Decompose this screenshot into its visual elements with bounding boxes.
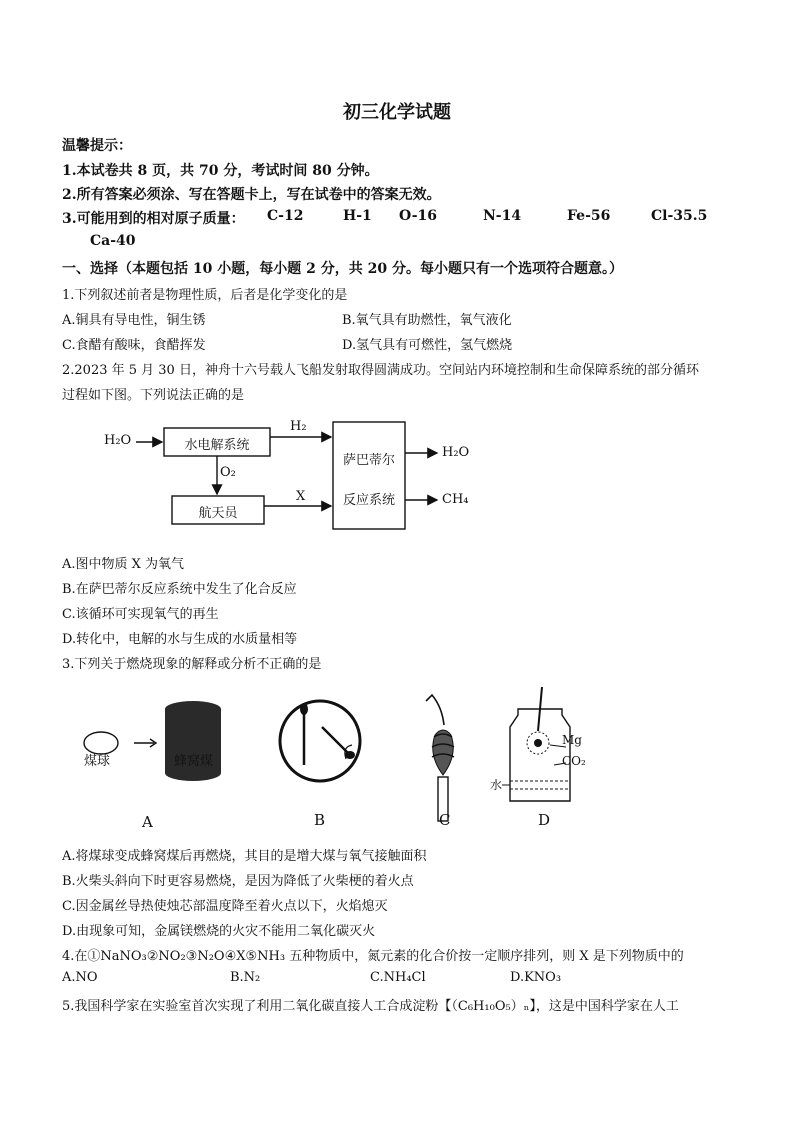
q4-option-b: B.N₂	[230, 970, 261, 985]
q4-option-a: A.NO	[62, 970, 98, 985]
diagram-output-water: H₂O	[442, 445, 470, 460]
fig-label-mg: Mg	[562, 733, 582, 747]
q1-option-a: A.铜具有导电性，铜生锈	[62, 313, 206, 328]
fig-label-co2: CO₂	[562, 754, 586, 768]
diagram-box-sabatier-2: 反应系统	[342, 493, 395, 508]
q2-option-b: B.在萨巴蒂尔反应系统中发生了化合反应	[62, 582, 297, 597]
notice-line-3: 3.可能用到的相对原子质量：	[62, 211, 245, 227]
atomic-mass-o: O-16	[399, 208, 438, 224]
q2-option-a: A.图中物质 X 为氧气	[62, 557, 185, 572]
diagram-label-x: X	[296, 489, 306, 504]
mg-co2-jar-icon	[502, 687, 570, 801]
notice-line-1: 1.本试卷共 8 页，共 70 分，考试时间 80 分钟。	[62, 163, 379, 179]
atomic-mass-n: N-14	[483, 208, 522, 224]
q3-figures	[70, 685, 610, 835]
section-1-heading: 一、选择（本题包括 10 小题，每小题 2 分，共 20 分。每小题只有一个选项符合题意。）	[62, 261, 623, 277]
q4-option-c: C.NH₄Cl	[370, 970, 426, 985]
q4-stem: 4.在①NaNO₃②NO₂③N₂O④X⑤NH₃ 五种物质中，氮元素的化合价按一定顺序排列，则 X 是下列物质中的	[62, 949, 684, 964]
q3-stem: 3.下列关于燃烧现象的解释或分析不正确的是	[62, 657, 322, 672]
q2-option-d: D.转化中，电解的水与生成的水质量相等	[62, 632, 298, 647]
atomic-mass-ca: Ca-40	[90, 233, 136, 249]
q3-option-a: A.将煤球变成蜂窝煤后再燃烧，其目的是增大煤与氧气接触面积	[62, 849, 427, 864]
match-circle-icon	[280, 701, 360, 781]
fig-letter-b: B	[314, 811, 326, 829]
q2-cycle-diagram	[60, 405, 520, 540]
diagram-label-o2: O₂	[220, 465, 236, 480]
q1-option-b: B.氧气具有助燃性，氧气液化	[342, 313, 512, 328]
fig-letter-d: D	[538, 811, 551, 829]
atomic-mass-fe: Fe-56	[567, 208, 611, 224]
atomic-mass-cl: Cl-35.5	[651, 208, 708, 224]
q2-stem-line-1: 2.2023 年 5 月 30 日，神舟十六号载人飞船发射取得圆满成功。空间站内环境控制和生命保障系统的部分循环	[62, 363, 699, 378]
diagram-output-methane: CH₄	[442, 492, 469, 507]
notice-heading: 温馨提示：	[62, 138, 132, 154]
diagram-box-electrolysis: 水电解系统	[184, 438, 250, 453]
q4-option-d: D.KNO₃	[510, 970, 562, 985]
q3-option-b: B.火柴头斜向下时更容易燃烧，是因为降低了火柴梗的着火点	[62, 874, 414, 889]
q2-stem-line-2: 过程如下图。下列说法正确的是	[62, 388, 245, 403]
q1-option-d: D.氢气具有可燃性，氢气燃烧	[342, 338, 513, 353]
q5-stem: 5.我国科学家在实验室首次实现了利用二氧化碳直接人工合成淀粉【（C₆H₁₀O₅）ₙ】，这是中国科学家在人工	[62, 999, 679, 1014]
atomic-mass-h: H-1	[343, 208, 372, 224]
notice-line-2: 2.所有答案必须涂、写在答题卡上，写在试卷中的答案无效。	[62, 187, 441, 203]
honeycomb-coal-icon	[165, 701, 221, 781]
q3-option-d: D.由现象可知，金属镁燃烧的火灾不能用二氧化碳灭火	[62, 924, 376, 939]
fig-label-honeycomb: 蜂窝煤	[174, 754, 214, 769]
page-title: 初三化学试题	[343, 102, 451, 123]
q3-option-c: C.因金属丝导热使烛芯部温度降至着火点以下，火焰熄灭	[62, 899, 388, 914]
diagram-label-h2: H₂	[290, 419, 307, 434]
diagram-input-water: H₂O	[104, 433, 132, 448]
fig-label-coal-ball: 煤球	[84, 754, 111, 769]
q1-option-c: C.食醋有酸味，食醋挥发	[62, 338, 206, 353]
diagram-box-astronaut: 航天员	[198, 506, 238, 521]
q2-option-c: C.该循环可实现氧气的再生	[62, 607, 219, 622]
atomic-mass-c: C-12	[267, 208, 304, 224]
fig-label-water: 水	[490, 778, 503, 792]
fig-letter-c: C	[439, 811, 451, 829]
diagram-box-sabatier-1: 萨巴蒂尔	[342, 453, 395, 468]
candle-coil-icon	[426, 695, 454, 821]
q1-stem: 1.下列叙述前者是物理性质，后者是化学变化的是	[62, 288, 348, 303]
fig-letter-a: A	[142, 813, 153, 831]
